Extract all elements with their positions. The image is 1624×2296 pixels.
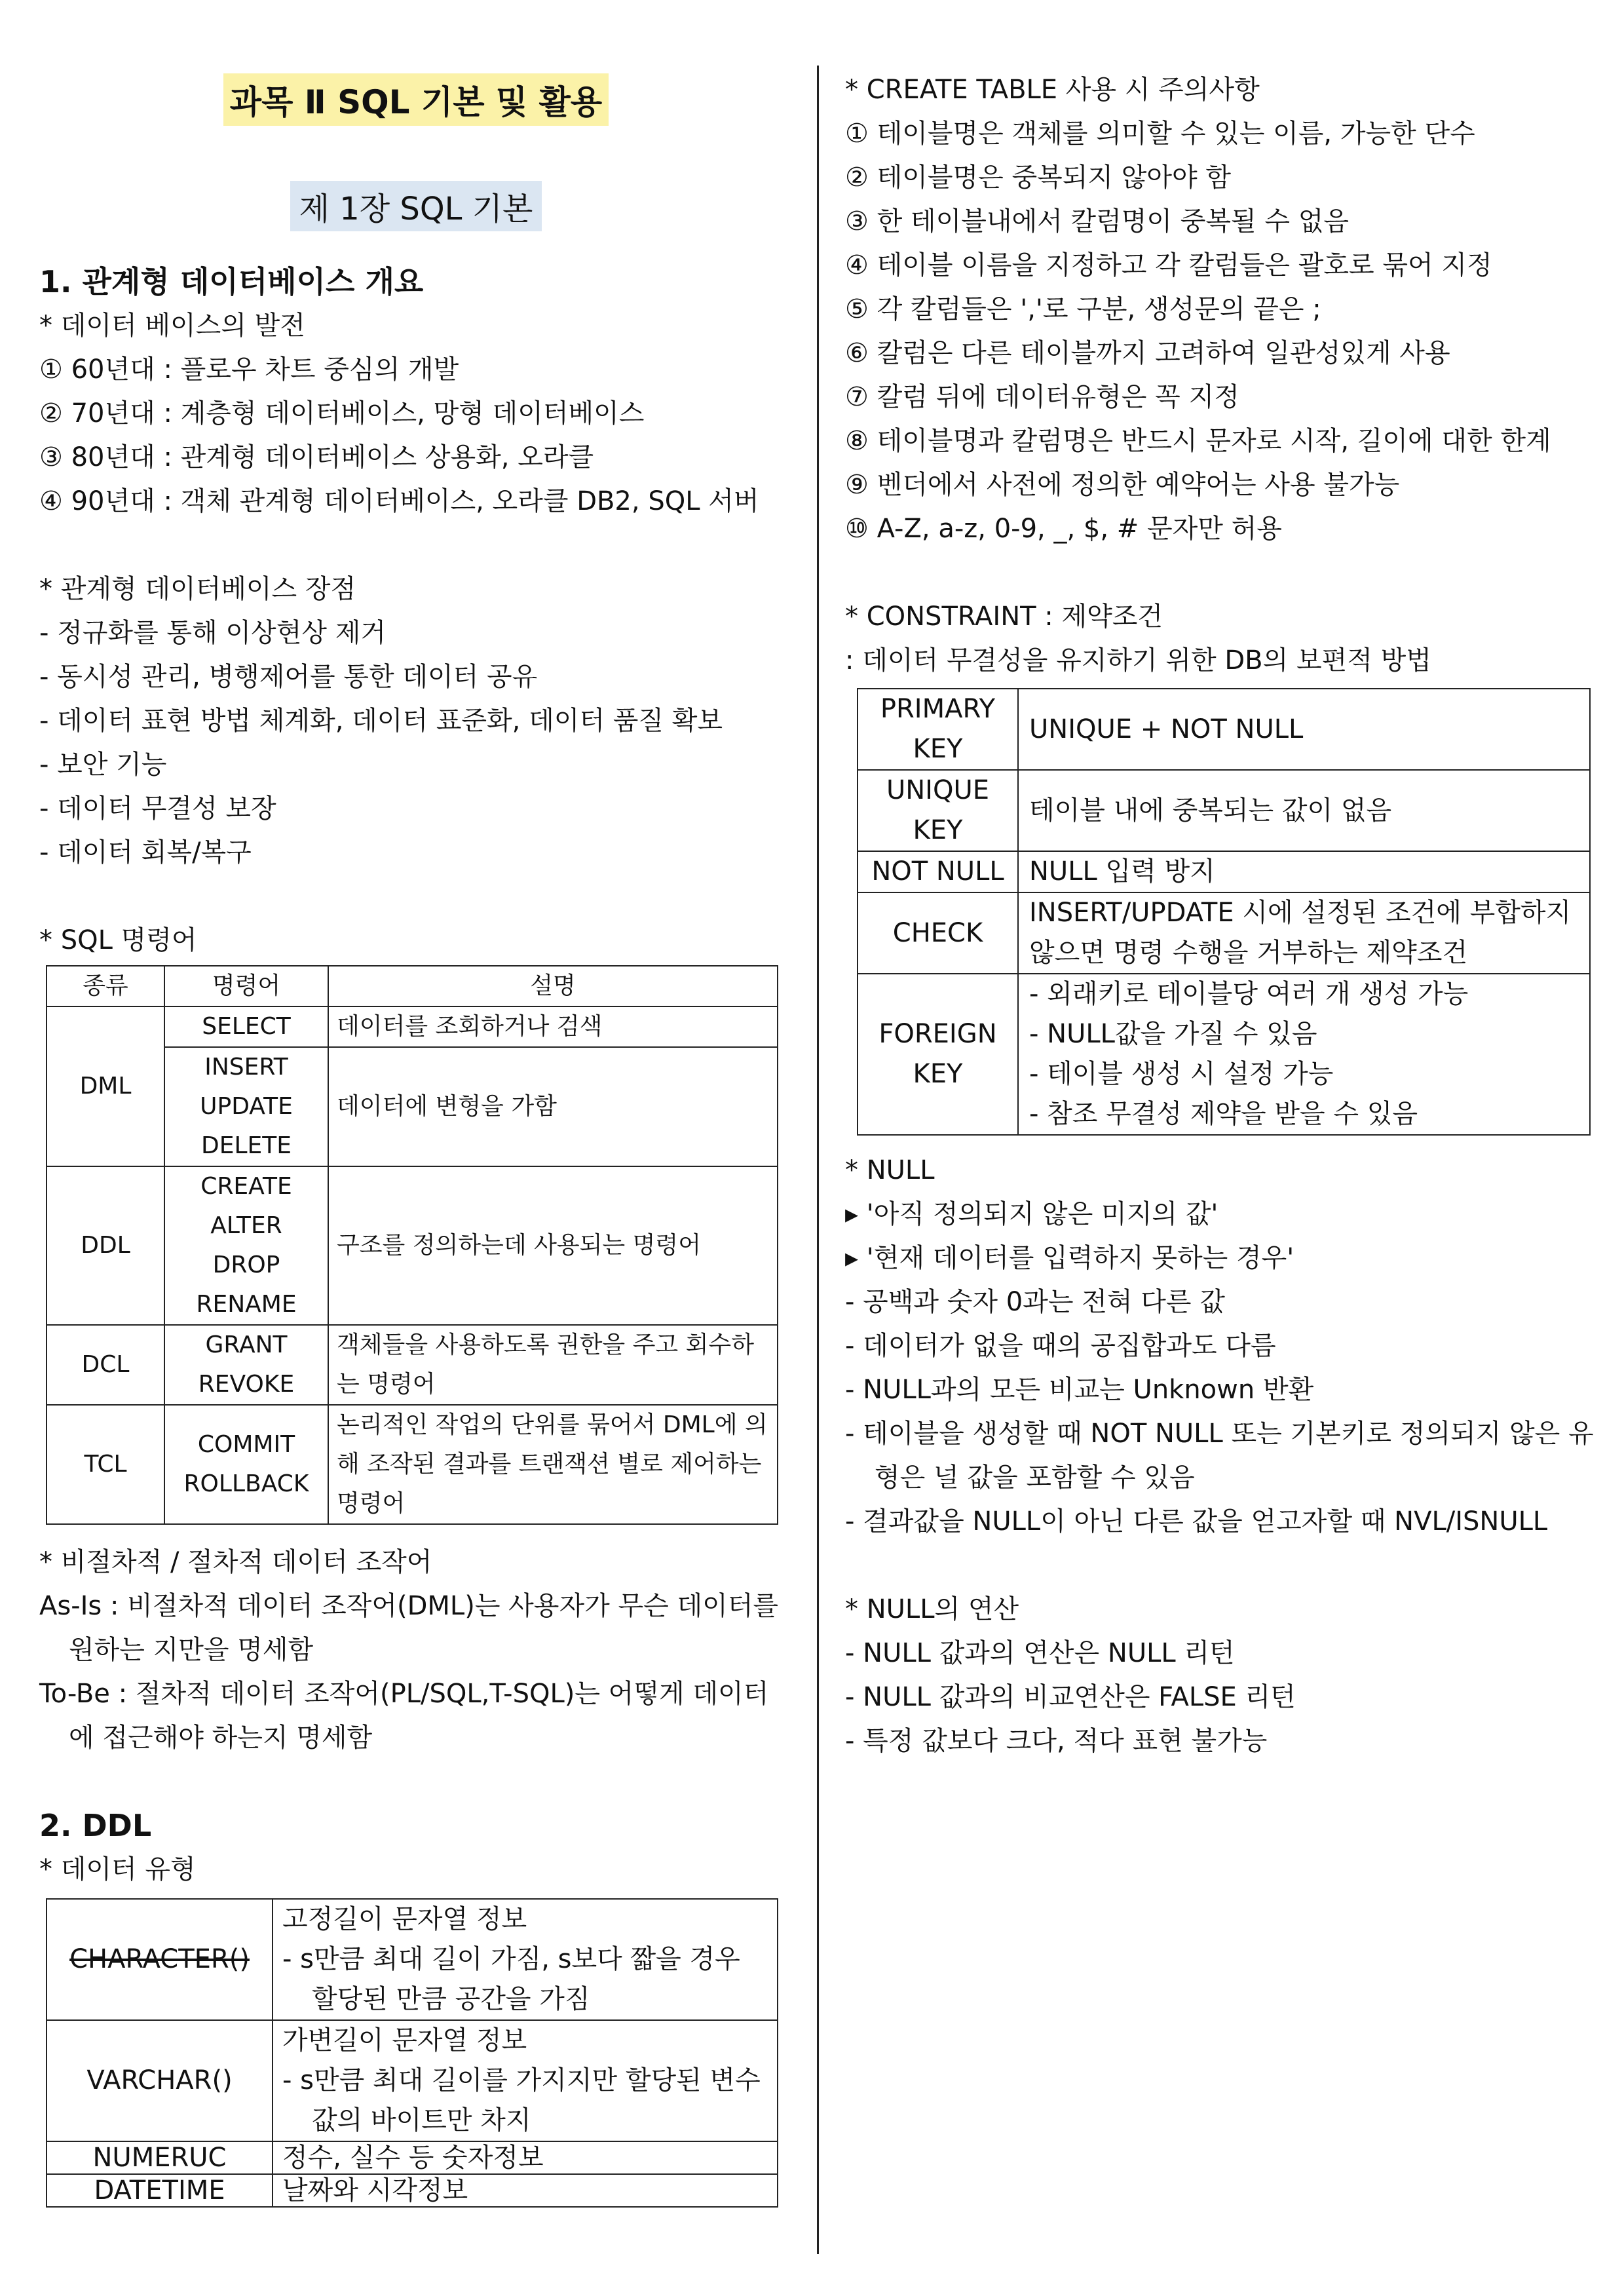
null-item: - 공백과 숫자 0과는 전혀 다른 값 [845, 1287, 1225, 1317]
advantage-item: - 데이터 무결성 보장 [39, 794, 276, 824]
constraint-name-cell: UNIQUE KEY [858, 770, 1018, 851]
constraint-table [857, 688, 1591, 1136]
table-row [47, 2174, 778, 2207]
create-rule-item: ⑩ A-Z, a-z, 0-9, _, $, # 문자만 허용 [845, 514, 1282, 544]
command-cell [164, 1405, 328, 1524]
advantage-item: - 데이터 회복/복구 [39, 837, 252, 868]
spacer [39, 1760, 793, 1804]
command-cell [164, 1325, 328, 1405]
table-row [47, 1405, 778, 1524]
column-divider [817, 66, 819, 2254]
constraint-name-cell: CHECK [858, 892, 1018, 974]
fk-item: - 테이블 생성 시 설정 가능 [1029, 1059, 1334, 1089]
kind-cell: DDL [47, 1166, 164, 1325]
fk-item: - 외래키로 테이블당 여러 개 생성 가능 [1029, 979, 1469, 1009]
subject-title-wrap [39, 0, 793, 126]
create-rule-item: ④ 테이블 이름을 지정하고 각 칼럼들은 괄호로 묶어 지정 [845, 250, 1492, 280]
spacer [845, 1544, 1598, 1588]
table-row [47, 1899, 778, 2020]
null-item: - 데이터가 없을 때의 공집합과도 다름 [845, 1331, 1276, 1361]
table-row [858, 851, 1590, 892]
null-operation-title: * NULL의 연산 [845, 1594, 1019, 1624]
create-rule-item: ⑦ 칼럼 뒤에 데이터유형은 꼭 지정 [845, 382, 1239, 412]
type-desc-cell [273, 2020, 778, 2141]
command-name: DROP [212, 1252, 280, 1278]
command-cell: SELECT [164, 1006, 328, 1047]
advantage-item: - 정규화를 통해 이상현상 제거 [39, 618, 386, 648]
table-row [858, 974, 1590, 1135]
null-item: ▸ '현재 데이터를 입력하지 못하는 경우' [845, 1243, 1294, 1273]
null-item: - 테이블을 생성할 때 NOT NULL 또는 기본키로 정의되지 않은 유형은 널 값을 포함할 수 있음 [845, 1419, 1594, 1493]
table-row [858, 689, 1590, 770]
create-rule-item: ⑥ 칼럼은 다른 테이블까지 고려하여 일관성있게 사용 [845, 338, 1450, 368]
history-item: ③ 80년대 : 관계형 데이터베이스 상용화, 오라클 [39, 442, 594, 472]
type-name-cell: DATETIME [47, 2174, 273, 2207]
datatype-table [46, 1898, 778, 2208]
type-desc: - s만큼 최대 길이를 가지지만 할당된 변수 값의 바이트만 차지 [282, 2065, 761, 2135]
dml-kind-title: * 비절차적 / 절차적 데이터 조작어 [39, 1547, 432, 1577]
create-rule-item: ② 테이블명은 중복되지 않아야 함 [845, 163, 1232, 193]
type-desc-cell [273, 1899, 778, 2020]
null-operation-item: - NULL 값과의 연산은 NULL 리턴 [845, 1638, 1235, 1668]
table-row [47, 2141, 778, 2174]
type-desc: 고정길이 문자열 정보 [282, 1904, 527, 1934]
spacer [39, 524, 793, 567]
command-name: GRANT [205, 1331, 288, 1358]
null-item: - 결과값을 NULL이 아닌 다른 값을 얻고자할 때 NVL/ISNULL [845, 1506, 1548, 1537]
description-cell: 구조를 정의하는데 사용되는 명령어 [328, 1166, 778, 1325]
type-desc: 가변길이 문자열 정보 [282, 2025, 527, 2056]
table-header-cell: 명령어 [164, 966, 328, 1006]
advantages-title: * 관계형 데이터베이스 장점 [39, 574, 356, 604]
table-row [47, 1325, 778, 1405]
type-name-cell: VARCHAR() [47, 2020, 273, 2141]
sql-command-table [46, 965, 778, 1525]
table-row [47, 1166, 778, 1325]
command-cell [164, 1166, 328, 1325]
as-is-text: As-Is : 비절차적 데이터 조작어(DML)는 사용자가 무슨 데이터를 원하는 지만을 명세함 [39, 1591, 779, 1665]
advantage-item: - 보안 기능 [39, 750, 167, 780]
description-cell: 데이터를 조회하거나 검색 [328, 1006, 778, 1047]
table-header-cell: 종류 [47, 966, 164, 1006]
null-item: ▸ '아직 정의되지 않은 미지의 값' [845, 1199, 1218, 1229]
constraint-desc-cell: INSERT/UPDATE 시에 설정된 조건에 부합하지 않으면 명령 수행을 거부하는 제약조건 [1018, 892, 1590, 974]
create-rule-item: ⑧ 테이블명과 칼럼명은 반드시 문자로 시작, 길이에 대한 한계 [845, 426, 1551, 456]
description-cell: 객체들을 사용하도록 권한을 주고 회수하는 명령어 [328, 1325, 778, 1405]
spacer [845, 551, 1598, 595]
command-name: COMMIT [197, 1431, 295, 1458]
advantage-item: - 데이터 표현 방법 체계화, 데이터 표준화, 데이터 품질 확보 [39, 706, 723, 736]
null-operation-item: - 특정 값보다 크다, 적다 표현 불가능 [845, 1726, 1268, 1756]
kind-cell: DCL [47, 1325, 164, 1405]
command-name: CREATE [200, 1173, 292, 1200]
create-rule-item: ⑨ 벤더에서 사전에 정의한 예약어는 사용 불가능 [845, 470, 1400, 500]
command-name: UPDATE [200, 1093, 293, 1120]
null-operation-item: - NULL 값과의 비교연산은 FALSE 리턴 [845, 1682, 1296, 1712]
table-row [858, 770, 1590, 851]
chapter-title: 제 1장 SQL 기본 [290, 181, 542, 231]
type-name: CHARACTER() [69, 1944, 250, 1974]
create-table-title: * CREATE TABLE 사용 시 주의사항 [845, 75, 1260, 105]
subject-title: 과목 Ⅱ SQL 기본 및 활용 [223, 73, 609, 126]
type-desc-cell: 정수, 실수 등 숫자정보 [273, 2141, 778, 2174]
history-title: * 데이터 베이스의 발전 [39, 311, 305, 341]
create-rule-item: ① 테이블명은 객체를 의미할 수 있는 이름, 가능한 단수 [845, 119, 1475, 149]
create-rule-item: ⑤ 각 칼럼들은 ','로 구분, 생성문의 끝은 ; [845, 294, 1321, 324]
constraint-description: : 데이터 무결성을 유지하기 위한 DB의 보편적 방법 [845, 645, 1431, 676]
sql-command-title: * SQL 명령어 [39, 925, 197, 955]
table-row [47, 1006, 778, 1047]
left-column [39, 0, 793, 2208]
fk-item: - 참조 무결성 제약을 받을 수 있음 [1029, 1099, 1418, 1129]
table-header-cell: 설명 [328, 966, 778, 1006]
command-name: REVOKE [198, 1371, 295, 1398]
description-cell: 논리적인 작업의 단위를 묶어서 DML에 의해 조작된 결과를 트랜잭션 별로 제어하는 명령어 [328, 1405, 778, 1524]
advantage-item: - 동시성 관리, 병행제어를 통한 데이터 공유 [39, 662, 538, 692]
spacer [39, 875, 793, 919]
table-row [858, 892, 1590, 974]
history-item: ① 60년대 : 플로우 차트 중심의 개발 [39, 354, 459, 385]
type-name-cell: NUMERUC [47, 2141, 273, 2174]
chapter-title-wrap [39, 126, 793, 260]
command-name: ALTER [210, 1212, 282, 1239]
constraint-desc-cell: 테이블 내에 중복되는 값이 없음 [1018, 770, 1590, 851]
null-title: * NULL [845, 1155, 935, 1185]
constraint-name-cell: PRIMARY KEY [858, 689, 1018, 770]
command-name: DELETE [200, 1132, 292, 1159]
type-desc-cell: 날짜와 시각정보 [273, 2174, 778, 2207]
table-header-row [47, 966, 778, 1006]
constraint-desc-cell: NULL 입력 방지 [1018, 851, 1590, 892]
section2-heading: 2. DDL [39, 1808, 152, 1843]
fk-item: - NULL값을 가질 수 있음 [1029, 1019, 1317, 1049]
to-be-text: To-Be : 절차적 데이터 조작어(PL/SQL,T-SQL)는 어떻게 데이터에 접근해야 하는지 명세함 [39, 1679, 769, 1753]
create-rule-item: ③ 한 테이블내에서 칼럼명이 중복될 수 없음 [845, 206, 1350, 237]
command-cell [164, 1047, 328, 1166]
command-name: RENAME [196, 1291, 297, 1318]
type-name-cell [47, 1899, 273, 2020]
constraint-desc-cell: UNIQUE + NOT NULL [1018, 689, 1590, 770]
constraint-desc-cell [1018, 974, 1590, 1135]
description-cell: 데이터에 변형을 가함 [328, 1047, 778, 1166]
constraint-name-cell: NOT NULL [858, 851, 1018, 892]
constraint-title: * CONSTRAINT : 제약조건 [845, 602, 1163, 632]
datatype-title: * 데이터 유형 [39, 1854, 196, 1885]
section1-heading: 1. 관계형 데이터베이스 개요 [39, 264, 424, 299]
type-desc: - s만큼 최대 길이 가짐, s보다 짧을 경우 할당된 만큼 공간을 가짐 [282, 1944, 740, 2014]
null-item: - NULL과의 모든 비교는 Unknown 반환 [845, 1375, 1314, 1405]
kind-cell: TCL [47, 1405, 164, 1524]
history-item: ④ 90년대 : 객체 관계형 데이터베이스, 오라클 DB2, SQL 서버 [39, 486, 759, 516]
table-row [47, 2020, 778, 2141]
history-item: ② 70년대 : 계층형 데이터베이스, 망형 데이터베이스 [39, 398, 645, 429]
constraint-name-cell: FOREIGN KEY [858, 974, 1018, 1135]
command-name: INSERT [204, 1054, 288, 1081]
kind-cell: DML [47, 1006, 164, 1166]
command-name: ROLLBACK [183, 1470, 309, 1497]
right-column [845, 68, 1598, 1763]
